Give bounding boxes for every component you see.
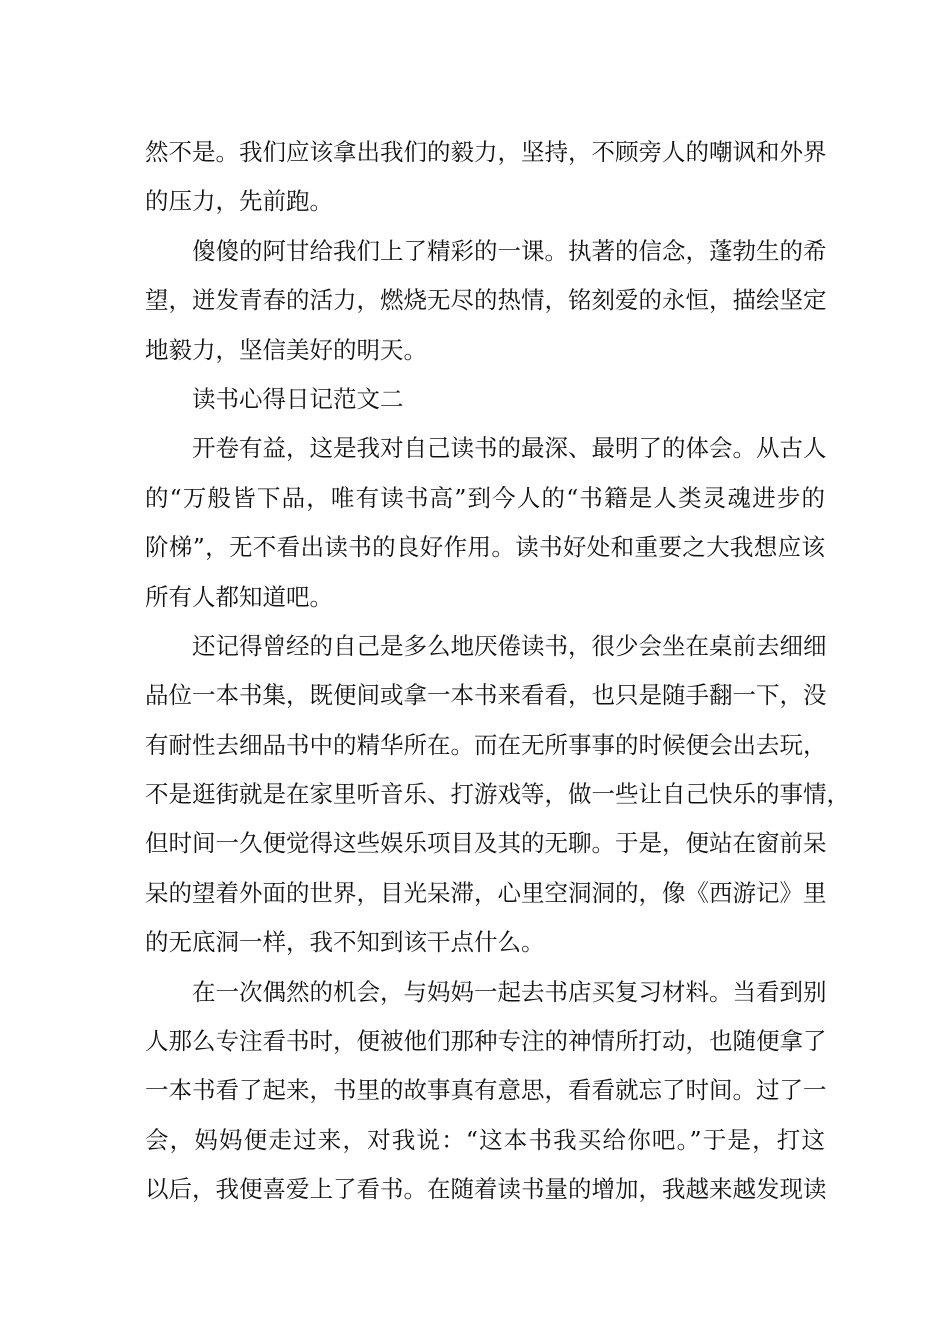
text-line: 一本书看了起来，书里的故事真有意思，看看就忘了时间。过了一 bbox=[145, 1076, 827, 1105]
paragraph bbox=[145, 227, 825, 375]
text-line: 在一次偶然的机会，与妈妈一起去书店买复习材料。当看到别 bbox=[192, 977, 827, 1006]
text-line: 开卷有益，这是我对自己读书的最深、最明了的体会。从古人 bbox=[192, 434, 827, 463]
text-line: 品位一本书集，既便间或拿一本书来看看，也只是随手翻一下，没 bbox=[145, 681, 827, 710]
text-line: 傻傻的阿甘给我们上了精彩的一课。执著的信念，蓬勃生的希 bbox=[192, 236, 827, 265]
paragraph bbox=[145, 968, 825, 1215]
text-line: 阶梯”，无不看出读书的良好作用。读书好处和重要之大我想应该 bbox=[145, 533, 825, 562]
text-line: 的压力，先前跑。 bbox=[145, 187, 333, 216]
text-line: 会，妈妈便走过来，对我说：“这本书我买给你吧。”于是，打这 bbox=[145, 1125, 825, 1154]
text-line: 地毅力，坚信美好的明天。 bbox=[145, 335, 427, 364]
text-line: 的“万般皆下品，唯有读书高”到今人的“书籍是人类灵魂进步的 bbox=[145, 483, 825, 512]
text-line: 以后，我便喜爱上了看书。在随着读书量的增加，我越来越发现读 bbox=[145, 1175, 827, 1204]
paragraph bbox=[145, 128, 825, 227]
text-line: 但时间一久便觉得这些娱乐项目及其的无聊。于是，便站在窗前呆 bbox=[145, 829, 827, 858]
text-line: 的无底洞一样，我不知到该干点什么。 bbox=[145, 928, 545, 957]
document-body bbox=[145, 128, 850, 1215]
paragraph bbox=[145, 424, 825, 622]
text-line: 然不是。我们应该拿出我们的毅力，坚持，不顾旁人的嘲讽和外界 bbox=[145, 138, 827, 166]
text-line: 有耐性去细品书中的精华所在。而在无所事事的时候便会出去玩， bbox=[145, 730, 827, 759]
text-line: 不是逛街就是在家里听音乐、打游戏等，做一些让自己快乐的事情， bbox=[145, 780, 850, 809]
text-line: 还记得曾经的自己是多么地厌倦读书，很少会坐在桌前去细细 bbox=[192, 631, 827, 660]
text-line: 所有人都知道吧。 bbox=[145, 582, 333, 611]
text-line: 人那么专注看书时，便被他们那种专注的神情所打动，也随便拿了 bbox=[145, 1027, 827, 1056]
section-heading bbox=[145, 375, 825, 424]
text-line: 呆的望着外面的世界，目光呆滞，心里空洞洞的，像《西游记》里 bbox=[145, 878, 827, 907]
paragraph bbox=[145, 622, 850, 968]
text-line: 读书心得日记范文二 bbox=[192, 384, 404, 413]
text-line: 望，迸发青春的活力，燃烧无尽的热情，铭刻爱的永恒，描绘坚定 bbox=[145, 286, 827, 315]
